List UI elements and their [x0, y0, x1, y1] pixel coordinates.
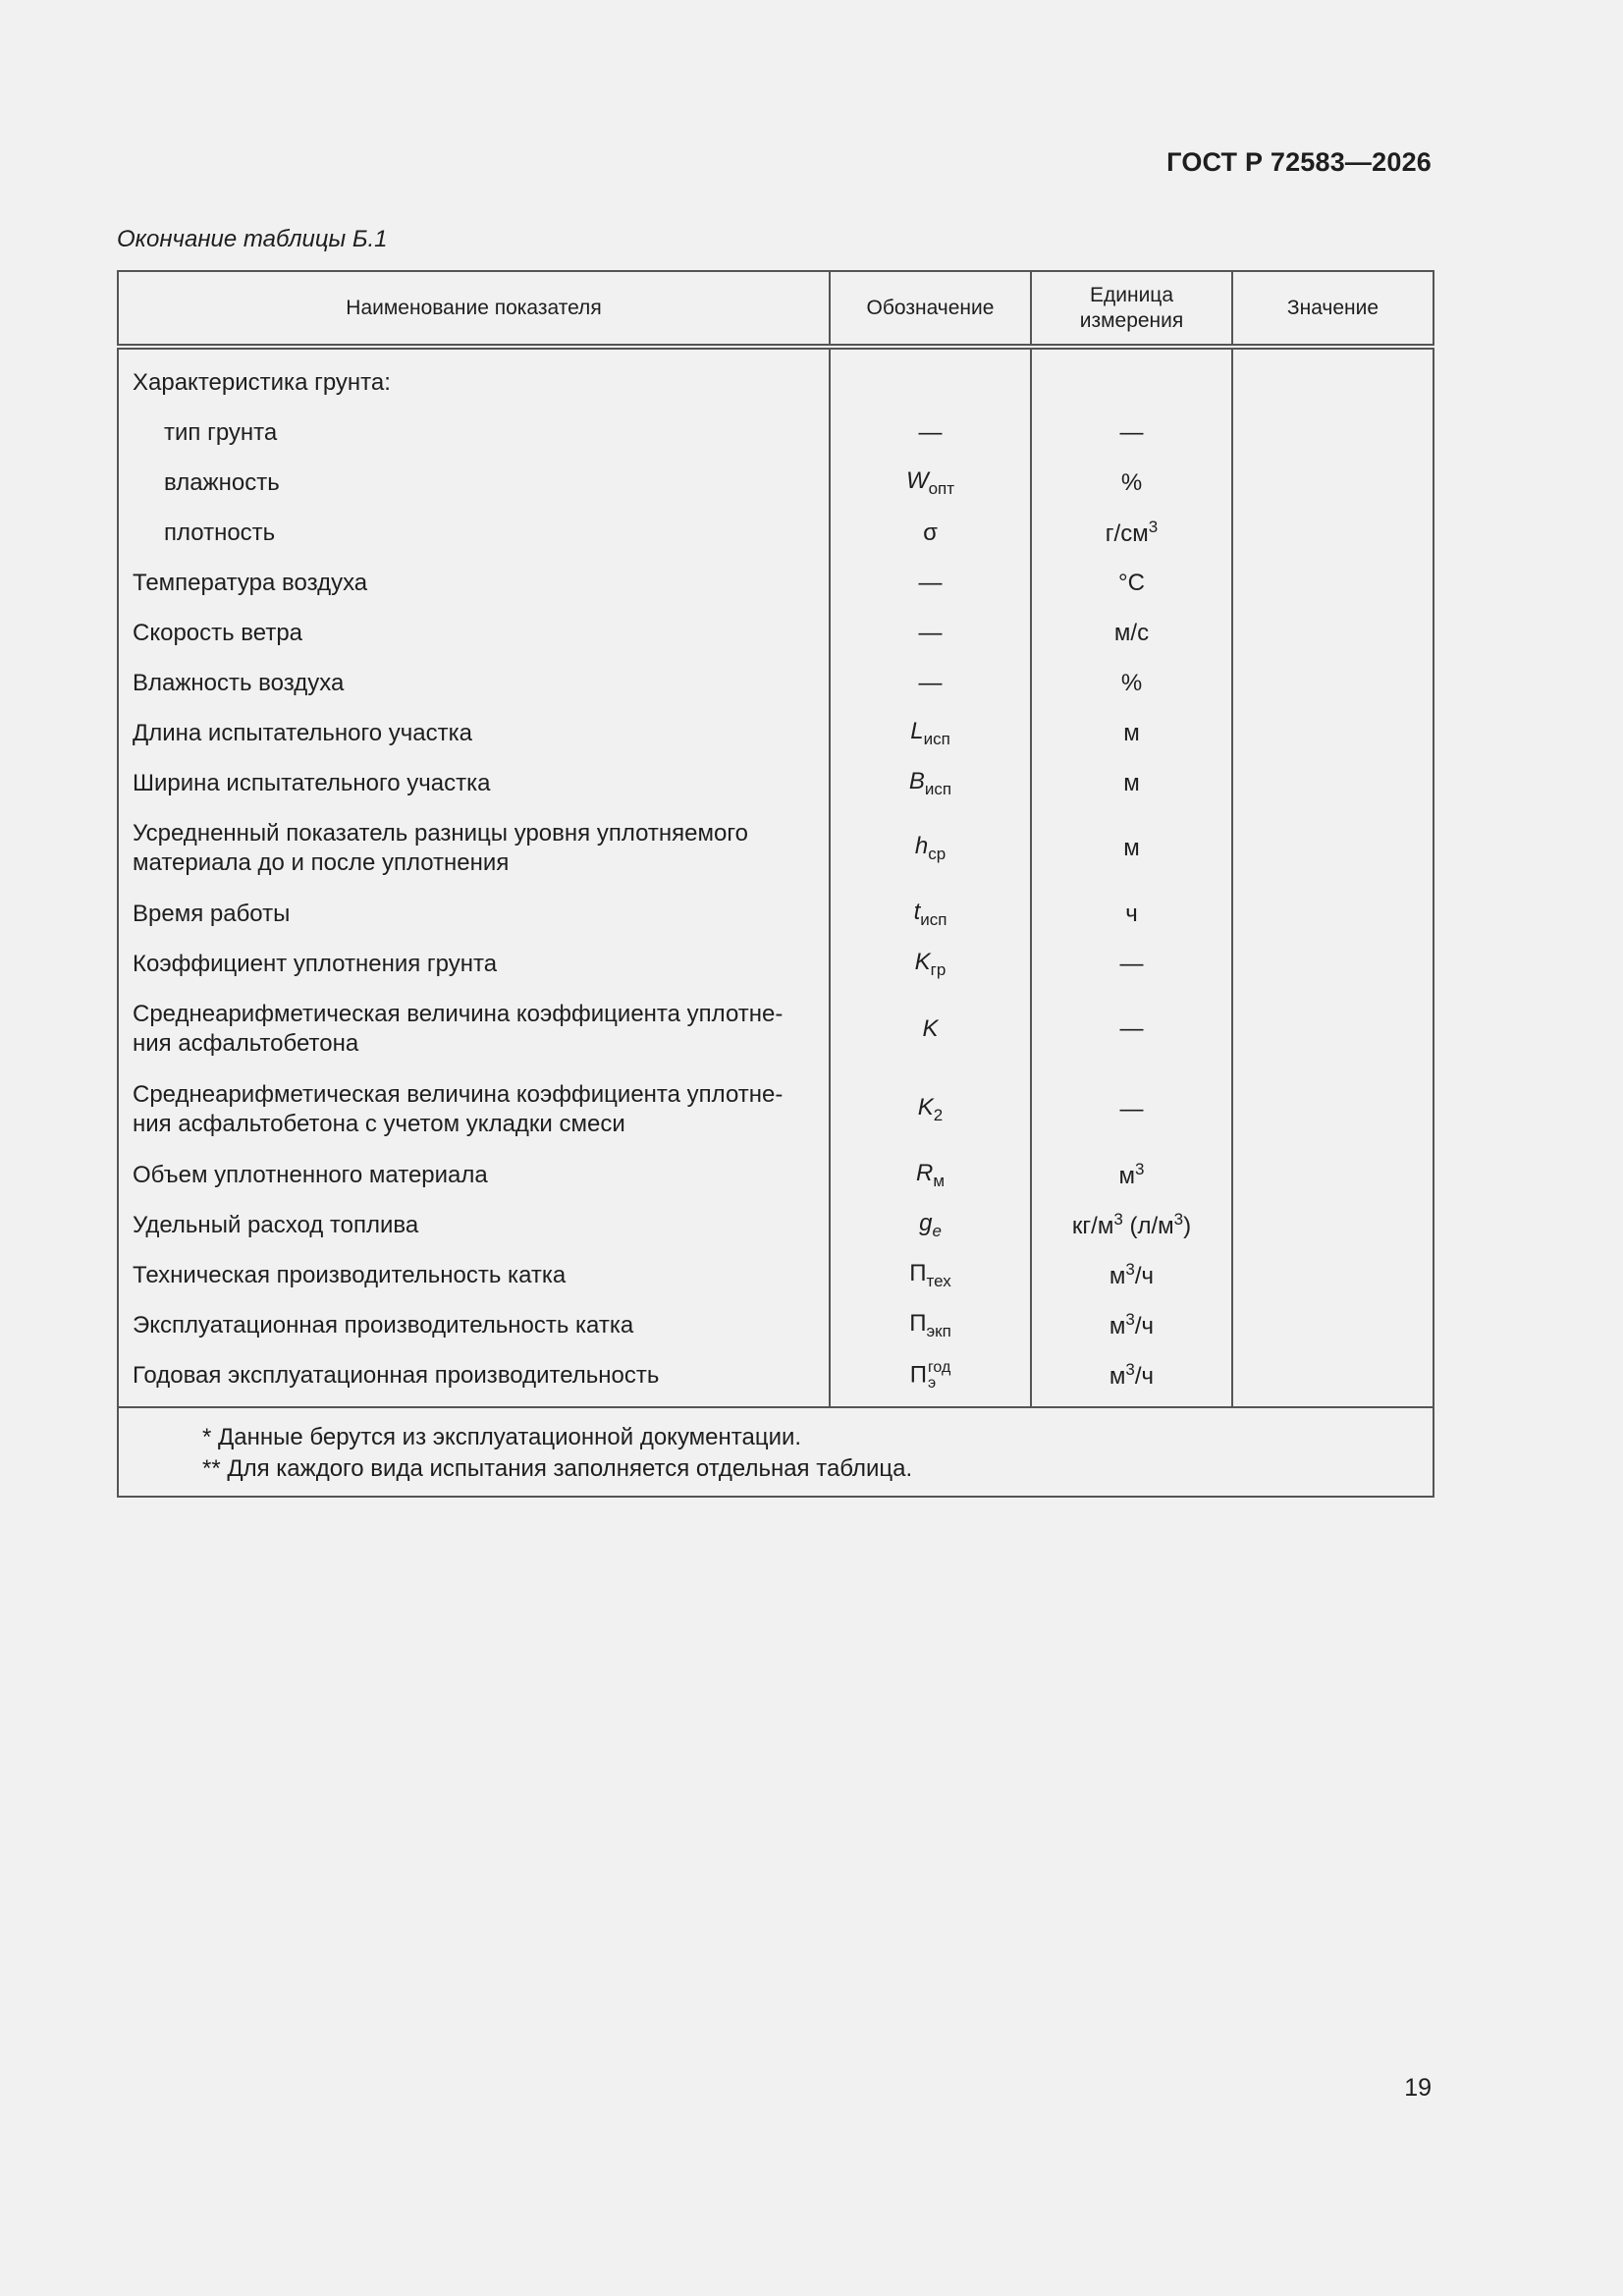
table-row	[118, 1300, 1434, 1350]
column-header-symbol: Обозначение	[830, 271, 1031, 347]
row-value	[1232, 939, 1434, 989]
symbol-index-stack	[928, 1360, 950, 1392]
unit-part-a-sup: 3	[1113, 1210, 1123, 1229]
row-value	[1232, 808, 1434, 889]
table-notes	[118, 1407, 1434, 1497]
table-row	[118, 939, 1434, 989]
symbol-sub: 2	[933, 1106, 944, 1125]
row-symbol	[830, 889, 1031, 939]
row-name: Удельный расход топлива	[118, 1200, 830, 1250]
document-code: ГОСТ Р 72583—2026	[1166, 147, 1432, 177]
row-name: Ширина испытательного участка	[118, 758, 830, 808]
row-symbol	[830, 1200, 1031, 1250]
row-unit	[1031, 347, 1232, 408]
row-name: тип грунта	[118, 408, 830, 458]
note-line: * Данные берутся из эксплуатационной документации.	[202, 1424, 802, 1450]
symbol-sup: год	[927, 1358, 951, 1376]
row-symbol	[830, 458, 1031, 508]
symbol-main: K	[922, 1015, 939, 1042]
symbol-sub: экп	[926, 1321, 951, 1340]
row-value	[1232, 408, 1434, 458]
row-name: Температура воздуха	[118, 558, 830, 608]
row-unit	[1031, 1150, 1232, 1200]
row-unit	[1031, 1300, 1232, 1350]
unit-main: м	[1109, 1313, 1126, 1339]
table-row	[118, 758, 1434, 808]
row-value	[1232, 1150, 1434, 1200]
column-header-name: Наименование показателя	[118, 271, 830, 347]
row-unit: °C	[1031, 558, 1232, 608]
table-row	[118, 808, 1434, 889]
row-name: Годовая эксплуатационная производительность	[118, 1350, 830, 1407]
table-row	[118, 458, 1434, 508]
row-unit	[1031, 1250, 1232, 1300]
symbol-main: L	[910, 717, 924, 744]
row-symbol	[830, 1350, 1031, 1407]
table-row	[118, 347, 1434, 408]
symbol-main: П	[909, 1259, 927, 1286]
row-name: Коэффициент уплотнения грунта	[118, 939, 830, 989]
table-row	[118, 1069, 1434, 1150]
row-value	[1232, 1200, 1434, 1250]
symbol-main: t	[913, 898, 921, 925]
column-header-unit	[1031, 271, 1232, 347]
row-value	[1232, 1069, 1434, 1150]
table-row	[118, 1250, 1434, 1300]
row-value	[1232, 558, 1434, 608]
row-symbol: —	[830, 608, 1031, 658]
symbol-sub: e	[932, 1221, 942, 1240]
column-header-value: Значение	[1232, 271, 1434, 347]
row-value	[1232, 889, 1434, 939]
table-notes-row	[118, 1407, 1434, 1497]
row-unit: —	[1031, 989, 1232, 1069]
symbol-sub: исп	[923, 729, 950, 748]
symbol-main: R	[915, 1159, 934, 1186]
row-unit: —	[1031, 408, 1232, 458]
row-unit: —	[1031, 1069, 1232, 1150]
table-row	[118, 608, 1434, 658]
row-value	[1232, 458, 1434, 508]
row-name: Характеристика грунта:	[118, 347, 830, 408]
symbol-main: П	[909, 1309, 927, 1337]
table-row	[118, 989, 1434, 1069]
unit-sup: 3	[1148, 518, 1159, 536]
table-row	[118, 708, 1434, 758]
note-line: ** Для каждого вида испытания заполняется отдельная таблица.	[202, 1455, 913, 1483]
indicator-table	[117, 270, 1433, 1498]
symbol-main: g	[919, 1209, 933, 1236]
row-symbol	[830, 347, 1031, 408]
symbol-sub: тех	[926, 1271, 951, 1290]
row-value	[1232, 758, 1434, 808]
unit-main: м	[1118, 1163, 1136, 1189]
symbol-sub: м	[933, 1171, 946, 1190]
row-value	[1232, 1300, 1434, 1350]
row-name: Скорость ветра	[118, 608, 830, 658]
unit-main: м	[1109, 1263, 1126, 1289]
symbol-main: K	[917, 1094, 934, 1121]
symbol-main: h	[914, 833, 929, 860]
symbol-main: W	[905, 466, 929, 494]
row-unit: м	[1031, 758, 1232, 808]
row-name: Длина испытательного участка	[118, 708, 830, 758]
row-symbol: —	[830, 408, 1031, 458]
row-value	[1232, 608, 1434, 658]
table-row	[118, 408, 1434, 458]
symbol-sub: опт	[928, 478, 955, 498]
row-unit: —	[1031, 939, 1232, 989]
row-unit	[1031, 508, 1232, 558]
unit-part-b: (л/м	[1122, 1213, 1174, 1239]
row-unit: ч	[1031, 889, 1232, 939]
table-row	[118, 508, 1434, 558]
column-header-unit-label: Единица измерения	[1079, 284, 1184, 332]
row-name: Время работы	[118, 889, 830, 939]
table-row	[118, 1150, 1434, 1200]
unit-part-c: )	[1183, 1213, 1192, 1239]
table-row	[118, 558, 1434, 608]
row-value	[1232, 658, 1434, 708]
row-name: Среднеарифметическая величина коэффициента уплотне-ния асфальтобетона с учетом укладки смеси	[118, 1069, 830, 1150]
table-row	[118, 1200, 1434, 1250]
row-symbol	[830, 708, 1031, 758]
row-name: влажность	[118, 458, 830, 508]
symbol-sub: исп	[920, 909, 947, 929]
table-header-row	[118, 271, 1434, 347]
symbol-main: K	[914, 948, 931, 975]
row-symbol	[830, 939, 1031, 989]
table-caption: Окончание таблицы Б.1	[117, 226, 388, 252]
row-value	[1232, 508, 1434, 558]
page-number: 19	[1404, 2074, 1432, 2102]
unit-sup: 3	[1125, 1360, 1135, 1379]
symbol-main: B	[908, 767, 925, 794]
row-name: Техническая производительность катка	[118, 1250, 830, 1300]
unit-tail: /ч	[1134, 1263, 1155, 1289]
row-name: плотность	[118, 508, 830, 558]
row-symbol: —	[830, 658, 1031, 708]
unit-tail: /ч	[1134, 1363, 1155, 1390]
row-value	[1232, 1250, 1434, 1300]
symbol-main: П	[909, 1360, 927, 1388]
row-unit: м	[1031, 708, 1232, 758]
row-value	[1232, 989, 1434, 1069]
row-symbol	[830, 1300, 1031, 1350]
row-unit	[1031, 1200, 1232, 1250]
row-unit	[1031, 1350, 1232, 1407]
row-symbol	[830, 989, 1031, 1069]
row-value	[1232, 708, 1434, 758]
row-unit: %	[1031, 658, 1232, 708]
row-value	[1232, 347, 1434, 408]
table-row	[118, 889, 1434, 939]
data-table	[117, 270, 1434, 1498]
row-symbol	[830, 1069, 1031, 1150]
table-row	[118, 658, 1434, 708]
row-value	[1232, 1350, 1434, 1407]
row-name: Среднеарифметическая величина коэффициента уплотне-ния асфальтобетона	[118, 989, 830, 1069]
row-name: Эксплуатационная производительность катка	[118, 1300, 830, 1350]
symbol-sub: исп	[924, 779, 952, 798]
row-symbol	[830, 1250, 1031, 1300]
row-name: Влажность воздуха	[118, 658, 830, 708]
row-unit: %	[1031, 458, 1232, 508]
unit-sup: 3	[1125, 1310, 1135, 1329]
row-symbol	[830, 758, 1031, 808]
row-symbol	[830, 1150, 1031, 1200]
symbol-sub: гр	[930, 959, 947, 979]
unit-part-b-sup: 3	[1173, 1210, 1184, 1229]
table-row	[118, 1350, 1434, 1407]
unit-main: м	[1109, 1363, 1126, 1390]
unit-sup: 3	[1135, 1160, 1145, 1178]
symbol-sub: э	[927, 1374, 937, 1392]
unit-sup: 3	[1125, 1260, 1135, 1279]
unit-main: г/см	[1105, 520, 1149, 547]
row-name: Объем уплотненного материала	[118, 1150, 830, 1200]
unit-part-a: кг/м	[1071, 1213, 1114, 1239]
row-symbol	[830, 808, 1031, 889]
unit-tail: /ч	[1134, 1313, 1155, 1339]
row-symbol: σ	[830, 508, 1031, 558]
row-name: Усредненный показатель разницы уровня уплотняемого материала до и после уплотнения	[118, 808, 830, 889]
symbol-sub: ср	[928, 845, 947, 864]
row-symbol: —	[830, 558, 1031, 608]
row-unit: м	[1031, 808, 1232, 889]
row-unit: м/с	[1031, 608, 1232, 658]
